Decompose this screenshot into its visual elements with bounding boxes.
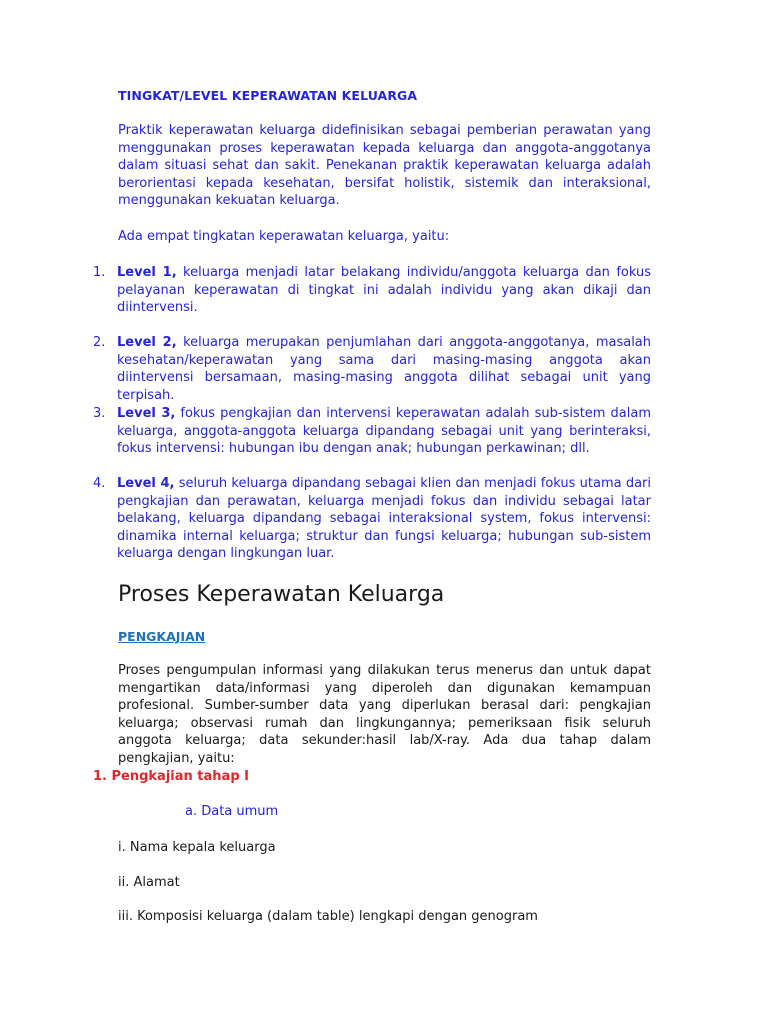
list-number: 4. bbox=[93, 476, 106, 491]
list-item bbox=[93, 334, 651, 404]
pengkajian-paragraph: Proses pengumpulan informasi yang dilakukan terus menerus dan untuk dapat mengartikan data/informasi yang diperoleh dan digunakan kemampuan profesional. Sumber-sumber data yang diperlukan berasal dari: pengkajian keluarga; observasi rumah dan lingkungannya; pemeriksaan fisik seluruh anggota keluarga; data sekunder:hasil lab/X-ray. Ada dua tahap dalam pengkajian, yaitu: bbox=[118, 663, 651, 766]
list-number: 2. bbox=[93, 335, 106, 350]
level-text: seluruh keluarga dipandang sebagai klien dan menjadi fokus utama dari pengkajian dan perawatan, keluarga menjadi fokus dan individu sebagai latar belakang, keluarga dipandang sebagai interaksional system, fokus intervensi: dinamika internal keluarga; struktur dan fungsi keluarga; hubungan sub-sistem keluarga dengan lingkungan luar. bbox=[117, 476, 652, 562]
level-text: fokus pengkajian dan intervensi keperawatan adalah sub-sistem dalam keluarga, anggota-anggota keluarga dipandang sebagai unit yang berinteraksi, fokus intervensi: hubungan ibu dengan anak; hubungan perkawinan; dll. bbox=[117, 406, 651, 457]
level-label: Level 1, bbox=[117, 265, 177, 280]
list-number: 3. bbox=[93, 406, 106, 421]
stage-item: 1. Pengkajian tahap I bbox=[93, 769, 249, 784]
levels-intro: Ada empat tingkatan keperawatan keluarga, yaitu: bbox=[118, 229, 450, 244]
sub-item: a. Data umum bbox=[185, 804, 279, 819]
pengkajian-heading: PENGKAJIAN bbox=[118, 629, 206, 644]
data-item: iii. Komposisi keluarga (dalam table) lengkapi dengan genogram bbox=[118, 909, 538, 924]
level-text: keluarga merupakan penjumlahan dari anggota-anggotanya, masalah kesehatan/keperawatan yang sama dari masing-masing anggota akan diintervensi bersamaan, masing-masing anggota dilihat sebagai unit yang terpisah. bbox=[117, 335, 652, 403]
list-item bbox=[93, 405, 651, 458]
intro-paragraph: Praktik keperawatan keluarga didefinisikan sebagai pemberian perawatan yang menggunakan proses keperawatan kepada keluarga dan anggota-anggotanya dalam situasi sehat dan sakit. Penekanan praktik keperawatan keluarga adalah berorientasi kepada kesehatan, bersifat holistik, sistemik dan interaksional, menggunakan kekuatan keluarga. bbox=[118, 123, 651, 209]
level-label: Level 3, bbox=[117, 406, 176, 421]
level-label: Level 4, bbox=[117, 476, 175, 491]
document-title: TINGKAT/LEVEL KEPERAWATAN KELUARGA bbox=[118, 88, 418, 103]
list-number: 1. bbox=[93, 265, 106, 280]
level-text: keluarga menjadi latar belakang individu/anggota keluarga dan fokus pelayanan keperawatan di tingkat ini adalah individu yang akan dikaji dan diintervensi. bbox=[117, 265, 651, 316]
section-heading: Proses Keperawatan Keluarga bbox=[118, 582, 445, 607]
level-label: Level 2, bbox=[117, 335, 177, 350]
data-item: i. Nama kepala keluarga bbox=[118, 840, 276, 855]
list-item bbox=[93, 475, 651, 563]
list-item bbox=[93, 264, 651, 317]
data-item: ii. Alamat bbox=[118, 875, 180, 890]
